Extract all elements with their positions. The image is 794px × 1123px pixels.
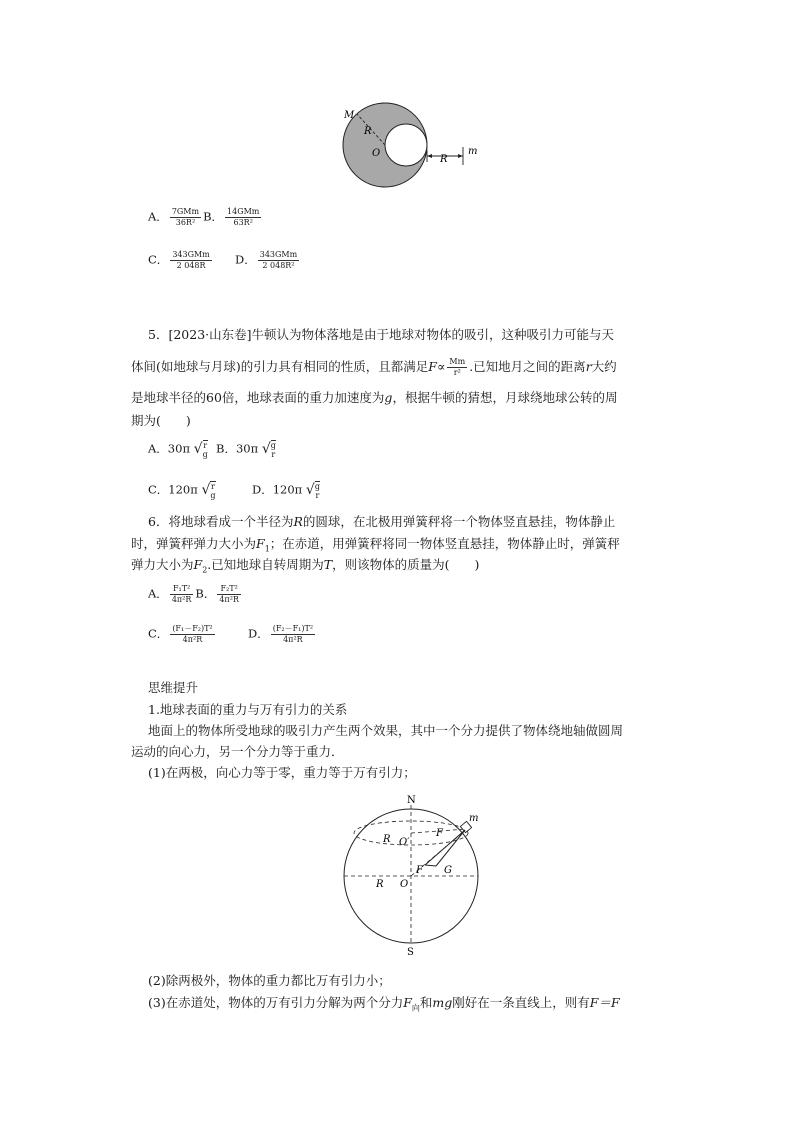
- label-G: G: [444, 865, 452, 876]
- section-heading: 思维提升: [148, 680, 199, 695]
- q4-option-c[interactable]: C． $\frac{\text{343GMm}}{2 048R}$: [148, 250, 210, 270]
- q5-option-d[interactable]: D．120π √ g r: [252, 482, 320, 500]
- paragraph-line-1: 地面上的物体所受地球的吸引力产生两个效果，其中一个分力提供了物体绕地轴做圆周: [148, 723, 624, 738]
- q6-line-2: 时，弹簧秤弹力大小为$F_1$；在赤道，用弹簧秤将同一物体竖直悬挂，物体静止时，弹簧秤: [131, 536, 620, 554]
- label-F: F: [416, 865, 423, 876]
- q6-line-3: 弹力大小为$F_2$.已知地球自转周期为T，则该物体的质量为( ): [131, 557, 480, 575]
- label-S: S: [407, 947, 414, 958]
- q6-line-1: 6．将地球看成一个半径为R的圆球，在北极用弹簧秤将一个物体竖直悬挂，物体静止: [148, 514, 616, 529]
- earth-force-figure: [335, 793, 495, 963]
- label-N: N: [407, 795, 416, 806]
- label-m: m: [469, 813, 479, 824]
- subheading-1: 1.地球表面的重力与万有引力的关系: [148, 702, 348, 717]
- label-O: O: [372, 148, 381, 159]
- cavity-sphere-figure: [335, 100, 495, 195]
- q6-option-a[interactable]: A． $\frac{\text{F₁T²}}{\text{4π²R}}$ B． $\frac{\text{F₂T²}}{\text{4π²R}}$: [148, 584, 239, 604]
- list-item-2: (2)除两极外，物体的重力都比万有引力小；: [148, 973, 391, 988]
- q5-option-c[interactable]: C．120π √ r g: [148, 482, 216, 500]
- arrowhead-right: [458, 154, 463, 158]
- q5-line-1: 5．[2023·山东卷]牛顿认为物体落地是由于地球对物体的吸引，这种吸引力可能与天: [148, 327, 614, 342]
- force-parallelogram: [425, 865, 436, 866]
- label-R: R: [364, 126, 372, 137]
- q4-option-d[interactable]: D． $\frac{\text{343GMm}}{\text{2 048R²}}$: [235, 250, 298, 270]
- q6-option-d[interactable]: D． $\frac{\text{(F₂－F₁)T²}}{\text{4π²R}}$: [248, 624, 314, 644]
- paragraph-line-2: 运动的向心力，另一个分力等于重力．: [131, 744, 344, 759]
- label-O: O: [400, 879, 409, 890]
- force-F-arrow: [425, 830, 465, 865]
- q5-option-a[interactable]: A．30π √ r g: [148, 441, 208, 459]
- list-item-3: (3)在赤道处，物体的万有引力分解为两个分力$F_向$和mg刚好在一条直线上，则有F＝F: [148, 995, 620, 1013]
- cavity: [385, 124, 427, 166]
- label-M: M: [344, 110, 355, 121]
- q5-line-4: 期为( ): [131, 413, 191, 428]
- label-O-prime: O′: [399, 837, 410, 848]
- label-R-upper: R: [383, 834, 391, 845]
- label-R-lower: R: [376, 879, 384, 890]
- arrowhead-left: [427, 154, 432, 158]
- q4-option-a[interactable]: A． $\frac{\text{7GMm}}{\text{36R²}}$ B． $\frac{\text{14GMm}}{\text{63R²}}$: [148, 207, 260, 227]
- q5-option-b[interactable]: B．30π √ g r: [216, 441, 276, 459]
- q6-option-c[interactable]: C． $\frac{\text{(F₁－F₂)T²}}{\text{4π²R}}$: [148, 624, 213, 644]
- list-item-1: (1)在两极，向心力等于零，重力等于万有引力；: [148, 765, 416, 780]
- label-F-sup: F: [436, 828, 443, 839]
- label-R-distance: R: [440, 154, 448, 165]
- q5-line-2: 体间(如地球与月球)的引力具有相同的性质，且都满足F∝ $\frac{Mm}{\text{r²}}$ .已知地月之间的距离r大约: [131, 357, 617, 377]
- q5-line-3: 是地球半径的60倍，地球表面的重力加速度为g，根据牛顿的猜想，月球绕地球公转的周: [131, 390, 618, 405]
- label-m: m: [468, 146, 478, 157]
